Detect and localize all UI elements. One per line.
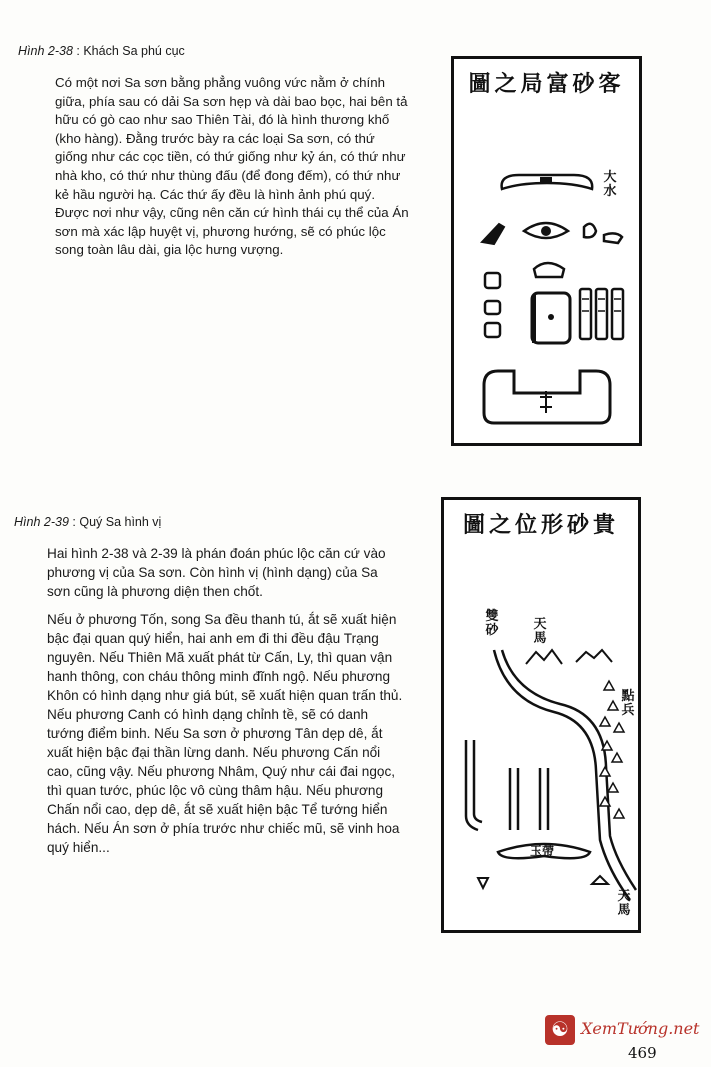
paragraph-2-39-b: Nếu ở phương Tốn, song Sa đều thanh tú, ắt sẽ xuất hiện bậc đại quan quý hiển, hai anh em đi thi đều đậu Trạng nguyên. Nếu Thiên Mã xuất phát từ Cấn, Ly, thì quan vận hanh thông, con cháu thông minh đĩnh ngộ. Nếu phương Khôn có hình dạng như giá bút, sẽ xuất hiện quan trấn thủ. Nếu phương Canh có hình dạng chỉnh tề, sẽ có danh tướng điểm binh. Nếu Sa sơn ở phương Tân dẹp dê, ắt xuất hiện bậc đại thần lừng danh. Nếu phương Cấn nổi cao, cũng vậy. Nếu phương Nhâm, Quý như cái đai ngọc, thì quan tước, phúc lộc vô cùng thâm hậu. Nếu phương Chấn nổi cao, dẹp dê, ắt sẽ xuất hiện bậc Tể tướng hiển hách. Nếu Án sơn ở phía trước như chiếc mũ, sẽ vinh hoa quý hiển... (47, 612, 403, 855)
watermark (545, 1015, 705, 1049)
paragraph-2-38: Có một nơi Sa sơn bằng phẳng vuông vức nằm ở chính giữa, phía sau có dải Sa sơn hẹp và dài bao bọc, hai bên tả hữu có gò cao như sao Thiên Tài, đó là hình thương khố (kho hàng). Đằng trước bày ra các loại Sa sơn, có thứ giống như các cọc tiền, có thứ giống như kỷ án, có thứ như nhà kho, có thứ như thùng đấu (để đong đếm), có thứ như kẻ hầu người hạ. Các thứ ấy đều là hình ảnh phú quý. Được nơi như vậy, cũng nên căn cứ hình thái cụ thể của Án sơn mà xác lập huyệt vị, phương hướng, sẽ có phúc lộc song toàn lâu dài, gia lộc hưng vượng. (55, 75, 409, 258)
figure-number: Hình 2-39 (14, 515, 69, 529)
figure-number: Hình 2-38 (18, 44, 73, 58)
figure-title: Quý Sa hình vị (79, 515, 162, 529)
label-jade-belt: 玉帶 (530, 844, 555, 858)
label-double-sand: 雙砂 (485, 609, 499, 638)
yin-yang-icon: ☯ (545, 1015, 575, 1045)
diagram-shapes (454, 59, 639, 443)
paragraph-2-39-a: Hai hình 2-38 và 2-39 là phán đoán phúc lộc căn cứ vào phương vị của Sa sơn. Còn hình vị (hình dạng) của Sa sơn cũng là phương diện then chốt. (47, 546, 386, 599)
label-soldiers: 點兵 (621, 689, 635, 718)
figure-title: Khách Sa phú cục (83, 44, 185, 58)
diagram-title: 圖之局富砂客 (468, 71, 625, 97)
page-number: 469 (628, 1044, 657, 1062)
diagram-title: 圖之位形砂貴 (462, 512, 619, 538)
label-sky-horse-top: 天馬 (533, 617, 547, 646)
label-sky-horse-bottom: 天馬 (617, 889, 631, 918)
diagram-quy-sa-hinh-vi (441, 497, 641, 933)
figure-caption-2-39: Hình 2-39 : Quý Sa hình vị (14, 515, 162, 529)
diagram-khach-sa-phu-cuc (451, 56, 642, 446)
figure-caption-2-38: Hình 2-38 : Khách Sa phú cục (18, 44, 185, 58)
watermark-text: XemTướng.net (581, 1019, 700, 1038)
diagram-shapes (444, 500, 638, 930)
label-big-water: 大水 (603, 170, 617, 199)
